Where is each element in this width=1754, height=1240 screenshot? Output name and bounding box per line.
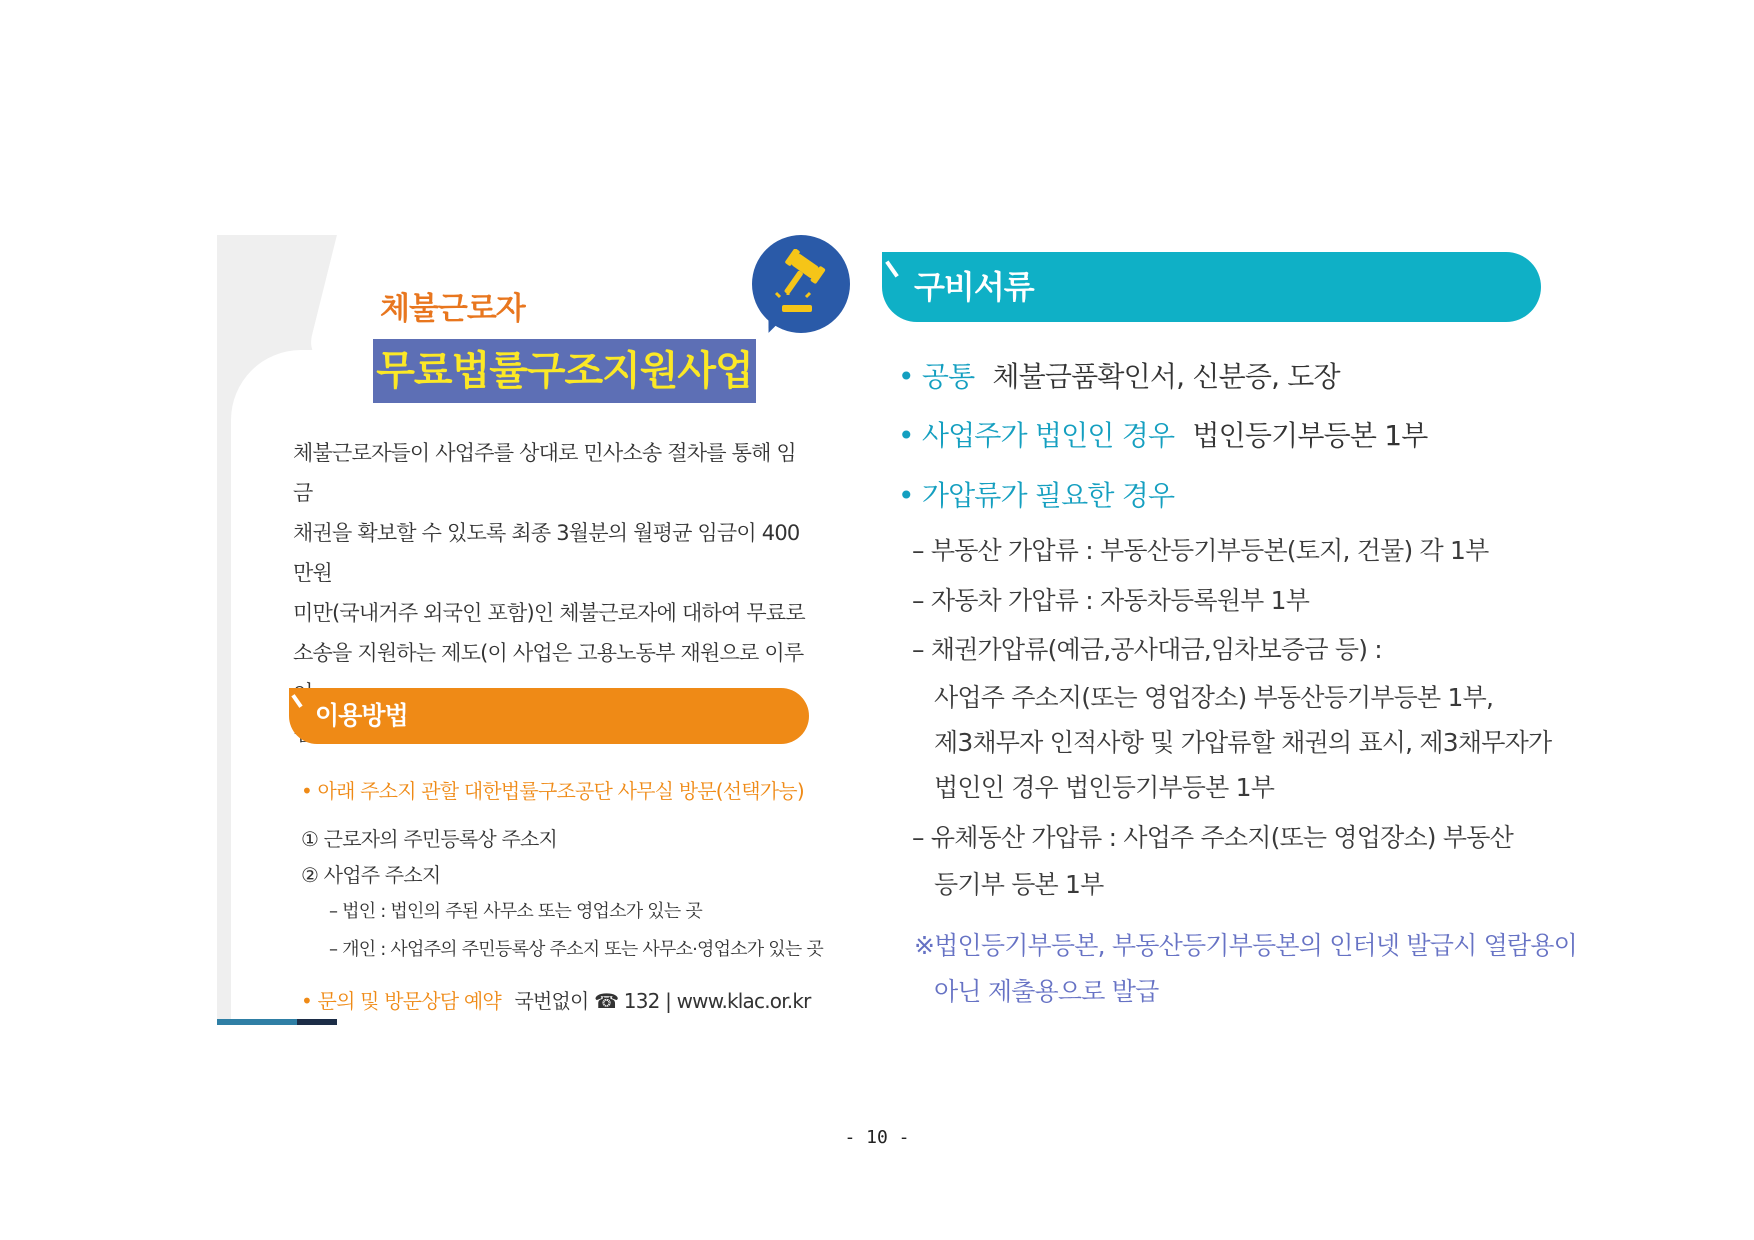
usage-bullet-visit: • 아래 주소지 관할 대한법률구조공단 사무실 방문(선택가능)	[301, 779, 804, 803]
header-tick-mark	[885, 260, 899, 277]
docs-seizure-label-text: • 가압류가 필요한 경우	[898, 479, 1175, 512]
bottom-accent-dark	[297, 1019, 337, 1025]
seizure-item-claim-detail: 제3채무자 인적사항 및 가압류할 채권의 표시, 제3채무자가	[934, 728, 1552, 757]
docs-header	[882, 252, 1541, 322]
gavel-icon	[752, 235, 850, 333]
docs-common-label: • 공통	[898, 360, 975, 393]
title-small: 체불근로자	[380, 291, 525, 327]
docs-corporation	[898, 414, 1427, 454]
title-big: 무료법률구조지원사업	[373, 339, 756, 403]
contact-line	[301, 985, 811, 1014]
docs-title: 구비서류	[914, 268, 1034, 306]
contact-label: • 문의 및 방문상담 예약	[301, 989, 501, 1013]
header-tick-mark	[291, 694, 302, 708]
description-line: 체불근로자들이 사업주를 상대로 민사소송 절차를 통해 임금	[293, 441, 796, 505]
usage-item-worker-address: ① 근로자의 주민등록상 주소지	[301, 827, 558, 851]
seizure-item-claim-detail: 사업주 주소지(또는 영업장소) 부동산등기부등본 1부,	[934, 683, 1494, 712]
docs-common-text: 체불금품확인서, 신분증, 도장	[992, 360, 1340, 393]
seizure-item-vehicle: – 자동차 가압류 : 자동차등록원부 1부	[912, 586, 1310, 615]
page-number: - 10 -	[844, 1127, 910, 1148]
description-line: 미만(국내거주 외국인 포함)인 체불근로자에 대하여 무료로	[293, 601, 805, 625]
contact-info: 국번없이 ☎ 132 | www.klac.or.kr	[514, 989, 811, 1013]
seizure-item-claim-detail: 법인인 경우 법인등기부등본 1부	[934, 773, 1275, 802]
seizure-item-real-estate: – 부동산 가압류 : 부동산등기부등본(토지, 건물) 각 1부	[912, 536, 1489, 565]
note-line: 아닌 제출용으로 발급	[934, 977, 1159, 1006]
description-line: 소송을 지원하는 제도(이 사업은 고용노동부 재원으로 이루	[293, 641, 804, 665]
usage-item-employer-address: ② 사업주 주소지	[301, 863, 441, 887]
usage-header	[289, 688, 809, 744]
usage-title: 이용방법	[315, 701, 408, 730]
note-line: ※법인등기부등본, 부동산등기부등본의 인터넷 발급시 열람용이	[914, 931, 1577, 960]
seizure-item-movables-detail: 등기부 등본 1부	[934, 870, 1104, 899]
seizure-item-claim: – 채권가압류(예금,공사대금,임차보증금 등) :	[912, 635, 1382, 664]
description-line: 채권을 확보할 수 있도록 최종 3월분의 월평균 임금이 400만원	[293, 521, 800, 585]
docs-corporation-text: 법인등기부등본 1부	[1192, 419, 1428, 452]
usage-sub-individual: – 개인 : 사업주의 주민등록상 주소지 또는 사무소·영업소가 있는 곳	[329, 939, 823, 960]
usage-sub-corporation: – 법인 : 법인의 주된 사무소 또는 영업소가 있는 곳	[329, 901, 702, 922]
docs-corporation-label: • 사업주가 법인인 경우	[898, 419, 1175, 452]
seizure-item-movables: – 유체동산 가압류 : 사업주 주소지(또는 영업장소) 부동산	[912, 823, 1513, 852]
docs-seizure-label	[898, 474, 1174, 514]
docs-common	[898, 355, 1340, 395]
left-panel	[217, 235, 867, 1025]
